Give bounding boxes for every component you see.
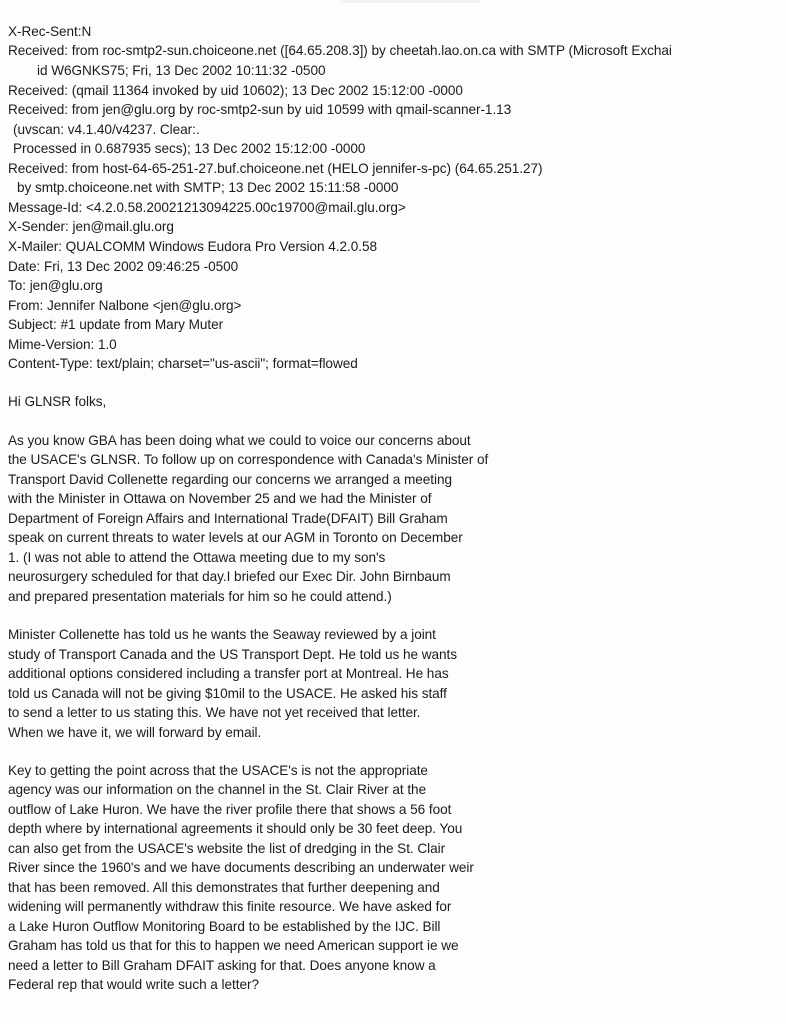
- greeting: Hi GLNSR folks,: [8, 394, 107, 409]
- header-line: id W6GNKS75; Fri, 13 Dec 2002 10:11:32 -0500: [37, 63, 326, 78]
- body-line: and prepared presentation materials for him so he could attend.): [8, 589, 392, 604]
- body-line: outflow of Lake Huron. We have the river profile there that shows a 56 foot: [8, 802, 452, 817]
- header-line: X-Mailer: QUALCOMM Windows Eudora Pro Version 4.2.0.58: [8, 239, 378, 254]
- header-line: Subject: #1 update from Mary Muter: [8, 317, 224, 332]
- body-line: depth where by international agreements it should only be 30 feet deep. You: [8, 821, 463, 836]
- header-line: Received: from roc-smtp2-sun.choiceone.net ([64.65.208.3]) by cheetah.lao.on.ca with SMTP (Microsoft Exchai: [8, 43, 672, 58]
- header-line: Content-Type: text/plain; charset="us-ascii"; format=flowed: [8, 356, 358, 371]
- body-line: that has been removed. All this demonstrates that further deepening and: [8, 880, 440, 895]
- header-line: X-Rec-Sent:N: [8, 24, 92, 39]
- body-line: agency was our information on the channel in the St. Clair River at the: [8, 782, 427, 797]
- header-line: From: Jennifer Nalbone <jen@glu.org>: [8, 298, 242, 313]
- header-line: by smtp.choiceone.net with SMTP; 13 Dec 2002 15:11:58 -0000: [17, 180, 399, 195]
- header-line: Received: from jen@glu.org by roc-smtp2-sun by uid 10599 with qmail-scanner-1.13: [8, 102, 512, 117]
- body-line: Graham has told us that for this to happen we need American support ie we: [8, 938, 459, 953]
- body-line: study of Transport Canada and the US Transport Dept. He told us he wants: [8, 647, 458, 662]
- body-line: need a letter to Bill Graham DFAIT asking for that. Does anyone know a: [8, 958, 436, 973]
- body-line: told us Canada will not be giving $10mil to the USACE. He asked his staff: [8, 686, 447, 701]
- body-line: Federal rep that would write such a letter?: [8, 977, 259, 992]
- header-line: (uvscan: v4.1.40/v4237. Clear:.: [13, 122, 200, 137]
- body-line: the USACE's GLNSR. To follow up on correspondence with Canada's Minister of: [8, 452, 489, 467]
- header-line: Received: from host-64-65-251-27.buf.choiceone.net (HELO jennifer-s-pc) (64.65.251.27): [8, 161, 543, 176]
- body-line: can also get from the USACE's website the list of dredging in the St. Clair: [8, 841, 446, 856]
- body-line: with the Minister in Ottawa on November 25 and we had the Minister of: [8, 491, 432, 506]
- header-line: Processed in 0.687935 secs); 13 Dec 2002 15:12:00 -0000: [13, 141, 366, 156]
- scan-artifact: [340, 0, 480, 3]
- body-line: Key to getting the point across that the USACE's is not the appropriate: [8, 763, 428, 778]
- body-line: 1. (I was not able to attend the Ottawa meeting due to my son's: [8, 550, 386, 565]
- body-line: additional options considered including a transfer port at Montreal. He has: [8, 666, 449, 681]
- body-line: a Lake Huron Outflow Monitoring Board to be established by the IJC. Bill: [8, 919, 441, 934]
- body-line: widening will permanently withdraw this finite resource. We have asked for: [8, 899, 452, 914]
- header-line: Mime-Version: 1.0: [8, 337, 117, 352]
- body-line: When we have it, we will forward by email.: [8, 725, 262, 740]
- body-line: neurosurgery scheduled for that day.I briefed our Exec Dir. John Birnbaum: [8, 569, 451, 584]
- body-line: River since the 1960's and we have documents describing an underwater weir: [8, 860, 474, 875]
- header-line: Received: (qmail 11364 invoked by uid 10602); 13 Dec 2002 15:12:00 -0000: [8, 83, 463, 98]
- body-line: Department of Foreign Affairs and International Trade(DFAIT) Bill Graham: [8, 511, 448, 526]
- header-line: Message-Id: <4.2.0.58.20021213094225.00c19700@mail.glu.org>: [8, 200, 406, 215]
- header-line: To: jen@glu.org: [8, 278, 103, 293]
- header-line: X-Sender: jen@mail.glu.org: [8, 219, 174, 234]
- header-line: Date: Fri, 13 Dec 2002 09:46:25 -0500: [8, 259, 239, 274]
- body-line: As you know GBA has been doing what we could to voice our concerns about: [8, 433, 471, 448]
- body-line: Transport David Collenette regarding our concerns we arranged a meeting: [8, 472, 453, 487]
- body-line: speak on current threats to water levels at our AGM in Toronto on December: [8, 530, 463, 545]
- body-line: Minister Collenette has told us he wants the Seaway reviewed by a joint: [8, 627, 436, 642]
- body-line: to send a letter to us stating this. We have not yet received that letter.: [8, 705, 421, 720]
